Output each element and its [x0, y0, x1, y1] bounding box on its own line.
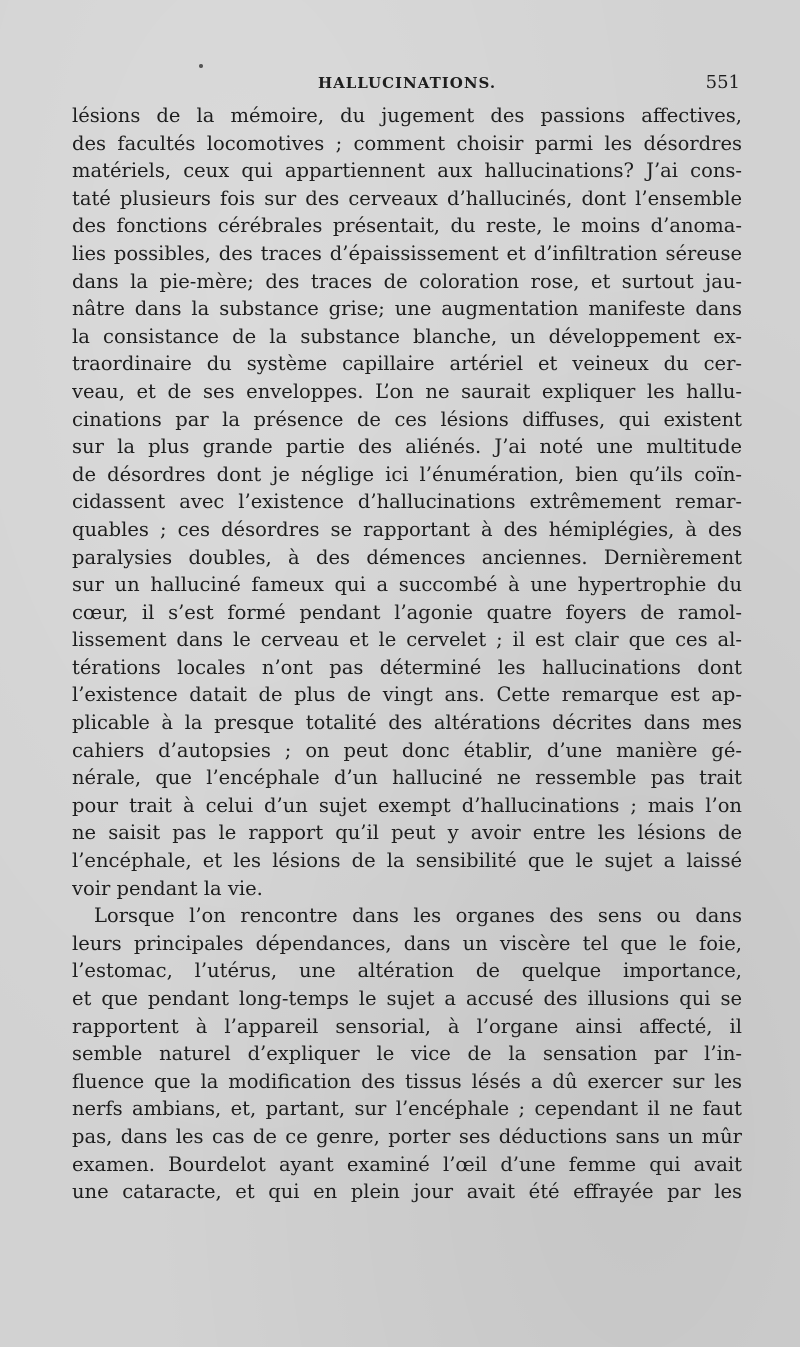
text-line: veau, et de ses enveloppes. L’on ne saurait expliquer les hallu- [72, 379, 742, 403]
text-line: leurs principales dépendances, dans un viscère tel que le foie, [72, 931, 742, 955]
text-line: l’existence datait de plus de vingt ans. Cette remarque est ap- [72, 683, 742, 707]
text-line: lésions de la mémoire, du jugement des passions affectives, [72, 104, 742, 127]
text-line: térations locales n’ont pas déterminé les hallucinations dont [72, 655, 742, 679]
text-line: voir pendant la vie. [72, 876, 263, 900]
text-line: cidassent avec l’existence d’hallucinations extrêmement remar- [72, 490, 742, 514]
text-line: pas, dans les cas de ce genre, porter ses déductions sans un mûr [72, 1124, 742, 1148]
text-line: lissement dans le cerveau et le cervelet ; il est clair que ces al- [72, 628, 742, 652]
paragraph-2 [72, 902, 742, 1206]
text-line: dans la pie-mère; des traces de coloration rose, et surtout jau- [72, 269, 742, 293]
ink-speck [199, 64, 203, 68]
text-line: une cataracte, et qui en plein jour avait été effrayée par les [72, 1180, 742, 1204]
running-title: HALLUCINATIONS. [317, 74, 497, 92]
text-line: l’estomac, l’utérus, une altération de quelque importance, [72, 959, 742, 983]
text-line: cahiers d’autopsies ; on peut donc établir, d’une manière gé- [72, 738, 742, 762]
text-line: plicable à la presque totalité des altérations décrites dans mes [72, 711, 742, 735]
text-line: taté plusieurs fois sur des cerveaux d’hallucinés, dont l’ensemble [72, 186, 742, 210]
text-line: lies possibles, des traces d’épaississement et d’infiltration séreuse [72, 241, 742, 265]
text-line: traordinaire du système capillaire artériel et veineux du cer- [72, 352, 742, 376]
text-line: semble naturel d’expliquer le vice de la sensation par l’in- [72, 1042, 742, 1066]
paragraph-1 [72, 102, 742, 902]
page-number: 551 [705, 72, 740, 93]
body-text [72, 102, 742, 1206]
text-line: matériels, ceux qui appartiennent aux hallucinations? J’ai cons- [72, 159, 742, 183]
text-line: fluence que la modification des tissus lésés a dû exercer sur les [72, 1069, 742, 1093]
text-line: sur un halluciné fameux qui a succombé à une hypertrophie du [72, 573, 742, 597]
text-line: Lorsque l’on rencontre dans les organes des sens ou dans [94, 904, 742, 928]
text-line: pour trait à celui d’un sujet exempt d’hallucinations ; mais l’on [72, 793, 742, 817]
text-line: l’encéphale, et les lésions de la sensibilité que le sujet a laissé [72, 849, 742, 873]
text-line: paralysies doubles, à des démences anciennes. Dernièrement [72, 545, 742, 569]
page-header [74, 74, 740, 100]
text-line: nerfs ambians, et, partant, sur l’encéphale ; cependant il ne faut [72, 1097, 742, 1121]
text-line: nâtre dans la substance grise; une augmentation manifeste dans [72, 297, 742, 321]
text-line: examen. Bourdelot ayant examiné l’œil d’une femme qui avait [72, 1152, 742, 1176]
text-line: la consistance de la substance blanche, un développement ex- [72, 324, 742, 348]
text-line: des facultés locomotives ; comment choisir parmi les désordres [72, 131, 742, 155]
text-line: ne saisit pas le rapport qu’il peut y avoir entre les lésions de [72, 821, 742, 845]
text-line: sur la plus grande partie des aliénés. J’ai noté une multitude [72, 435, 742, 459]
text-line: et que pendant long-temps le sujet a accusé des illusions qui se [72, 987, 742, 1010]
text-line: de désordres dont je néglige ici l’énumération, bien qu’ils coïn- [72, 462, 742, 486]
text-line: cinations par la présence de ces lésions diffuses, qui existent [72, 407, 742, 431]
text-line: rapportent à l’appareil sensorial, à l’organe ainsi affecté, il [72, 1014, 742, 1038]
text-line: des fonctions cérébrales présentait, du reste, le moins d’anoma- [72, 214, 742, 238]
text-line: quables ; ces désordres se rapportant à des hémiplégies, à des [72, 517, 742, 541]
text-line: nérale, que l’encéphale d’un halluciné ne ressemble pas trait [72, 766, 742, 790]
text-line: cœur, il s’est formé pendant l’agonie quatre foyers de ramol- [72, 600, 742, 624]
